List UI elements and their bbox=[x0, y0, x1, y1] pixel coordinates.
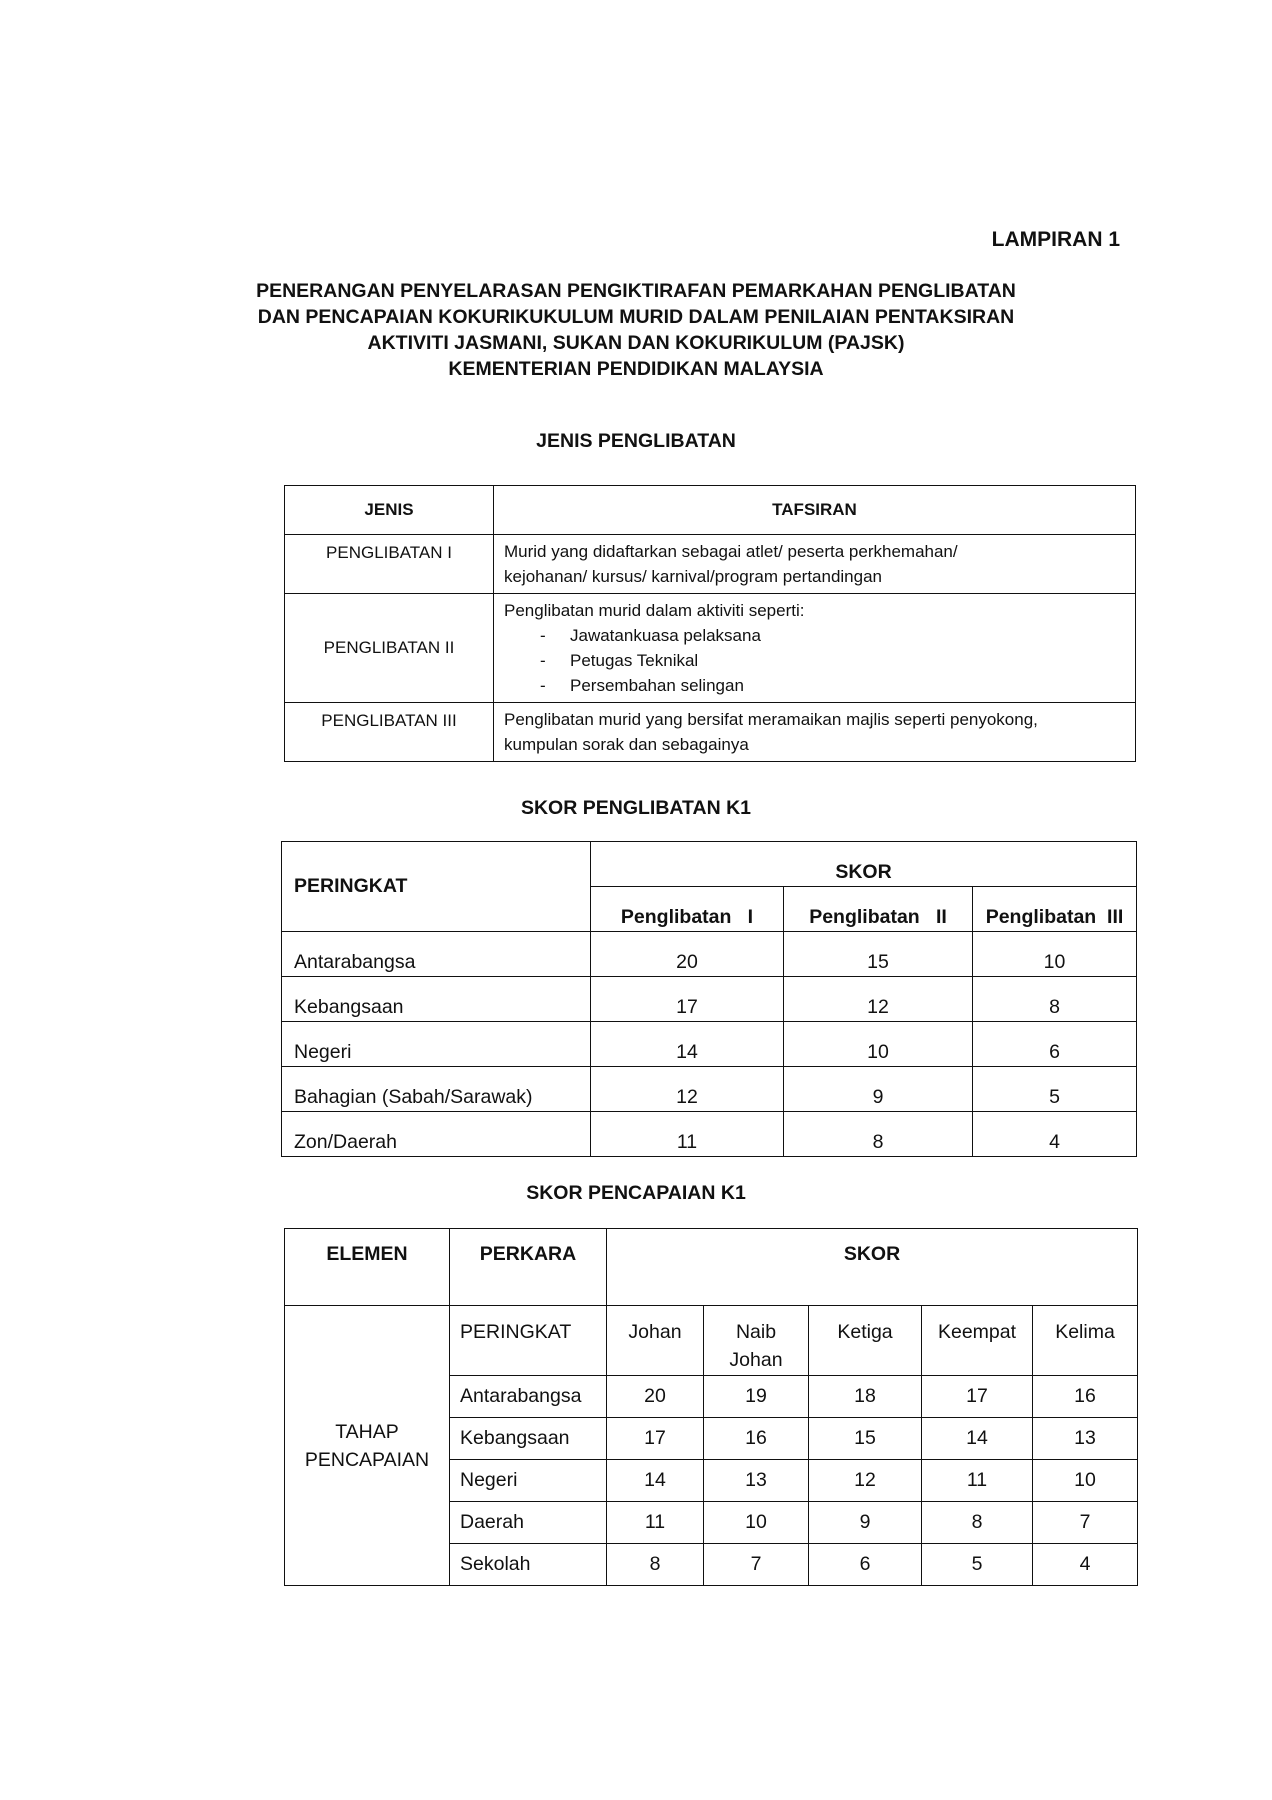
title-line: DAN PENCAPAIAN KOKURIKUKULUM MURID DALAM PENILAIAN PENTAKSIRAN bbox=[257, 306, 1015, 328]
subheader-penglibatan-3: Penglibatan III bbox=[973, 887, 1137, 932]
rank-johan: Johan bbox=[607, 1306, 704, 1376]
score-cell: 11 bbox=[922, 1460, 1033, 1502]
header-perkara: PERKARA bbox=[450, 1229, 607, 1306]
jenis-penglibatan-table bbox=[284, 485, 1136, 762]
jenis-cell: PENGLIBATAN III bbox=[285, 703, 494, 762]
score-cell: 18 bbox=[809, 1376, 922, 1418]
tafsiran-cell bbox=[494, 535, 1136, 594]
score-cell: 10 bbox=[1033, 1460, 1138, 1502]
rank-naib-johan-label: Naib Johan bbox=[729, 1321, 783, 1371]
peringkat-cell: Sekolah bbox=[450, 1544, 607, 1586]
score-cell: 14 bbox=[607, 1460, 704, 1502]
peringkat-label: PERINGKAT bbox=[450, 1306, 607, 1376]
jenis-penglibatan-title: JENIS PENGLIBATAN bbox=[536, 430, 736, 452]
score-cell: 12 bbox=[784, 977, 973, 1022]
bullet-text: Jawatankuasa pelaksana bbox=[570, 626, 761, 645]
title-line: AKTIVITI JASMANI, SUKAN DAN KOKURIKULUM (PAJSK) bbox=[367, 332, 905, 354]
table-row bbox=[282, 977, 1137, 1022]
table-header-row bbox=[285, 486, 1136, 535]
tafsiran-line: kumpulan sorak dan sebagainya bbox=[504, 735, 749, 754]
score-cell: 9 bbox=[784, 1067, 973, 1112]
score-cell: 8 bbox=[607, 1544, 704, 1586]
score-cell: 20 bbox=[591, 932, 784, 977]
skor-penglibatan-table bbox=[281, 841, 1137, 1157]
jenis-cell: PENGLIBATAN I bbox=[285, 535, 494, 594]
header-tafsiran: TAFSIRAN bbox=[494, 486, 1136, 535]
score-cell: 17 bbox=[922, 1376, 1033, 1418]
score-cell: 17 bbox=[607, 1418, 704, 1460]
tafsiran-cell bbox=[494, 594, 1136, 703]
peringkat-cell: Antarabangsa bbox=[450, 1376, 607, 1418]
bullet-item: - Jawatankuasa pelaksana bbox=[540, 626, 761, 645]
table-row bbox=[282, 1112, 1137, 1157]
peringkat-cell: Negeri bbox=[450, 1460, 607, 1502]
score-cell: 5 bbox=[922, 1544, 1033, 1586]
table-header-row bbox=[285, 1229, 1138, 1306]
tafsiran-line: Murid yang didaftarkan sebagai atlet/ peserta perkhemahan/ bbox=[504, 542, 958, 561]
header-jenis: JENIS bbox=[285, 486, 494, 535]
rank-ketiga: Ketiga bbox=[809, 1306, 922, 1376]
document-title bbox=[0, 278, 1272, 382]
rank-naib-johan bbox=[704, 1306, 809, 1376]
score-cell: 13 bbox=[1033, 1418, 1138, 1460]
score-cell: 6 bbox=[973, 1022, 1137, 1067]
score-cell: 16 bbox=[704, 1418, 809, 1460]
elemen-line: PENCAPAIAN bbox=[304, 1448, 430, 1471]
score-cell: 7 bbox=[704, 1544, 809, 1586]
peringkat-cell: Kebangsaan bbox=[282, 977, 591, 1022]
peringkat-cell: Negeri bbox=[282, 1022, 591, 1067]
score-cell: 15 bbox=[809, 1418, 922, 1460]
bullet-item: - Persembahan selingan bbox=[540, 676, 744, 695]
subheader-penglibatan-2: Penglibatan II bbox=[784, 887, 973, 932]
score-cell: 10 bbox=[704, 1502, 809, 1544]
score-cell: 14 bbox=[922, 1418, 1033, 1460]
bullet-item: - Petugas Teknikal bbox=[540, 651, 699, 670]
jenis-cell: PENGLIBATAN II bbox=[285, 594, 494, 703]
score-cell: 10 bbox=[784, 1022, 973, 1067]
table-row bbox=[282, 1067, 1137, 1112]
title-line: PENERANGAN PENYELARASAN PENGIKTIRAFAN PEMARKAHAN PENGLIBATAN bbox=[256, 280, 1016, 302]
title-line: KEMENTERIAN PENDIDIKAN MALAYSIA bbox=[448, 358, 824, 380]
score-cell: 15 bbox=[784, 932, 973, 977]
rank-keempat: Keempat bbox=[922, 1306, 1033, 1376]
lampiran-label: LAMPIRAN 1 bbox=[991, 228, 1120, 251]
tafsiran-line: Penglibatan murid yang bersifat meramaikan majlis seperti penyokong, bbox=[504, 710, 1038, 729]
score-cell: 5 bbox=[973, 1067, 1137, 1112]
rank-header-row bbox=[285, 1306, 1138, 1376]
bullet-text: Persembahan selingan bbox=[570, 676, 744, 695]
peringkat-cell: Bahagian (Sabah/Sarawak) bbox=[282, 1067, 591, 1112]
score-cell: 12 bbox=[809, 1460, 922, 1502]
tafsiran-line: Penglibatan murid dalam aktiviti seperti: bbox=[504, 601, 805, 620]
score-cell: 10 bbox=[973, 932, 1137, 977]
score-cell: 11 bbox=[607, 1502, 704, 1544]
score-cell: 6 bbox=[809, 1544, 922, 1586]
skor-penglibatan-title: SKOR PENGLIBATAN K1 bbox=[520, 797, 752, 819]
subheader-penglibatan-1: Penglibatan I bbox=[591, 887, 784, 932]
header-skor: SKOR bbox=[607, 1229, 1138, 1306]
rank-kelima: Kelima bbox=[1033, 1306, 1138, 1376]
score-cell: 20 bbox=[607, 1376, 704, 1418]
peringkat-cell: Antarabangsa bbox=[282, 932, 591, 977]
score-cell: 8 bbox=[922, 1502, 1033, 1544]
peringkat-cell: Zon/Daerah bbox=[282, 1112, 591, 1157]
score-cell: 14 bbox=[591, 1022, 784, 1067]
score-cell: 8 bbox=[973, 977, 1137, 1022]
table-row bbox=[282, 1022, 1137, 1067]
skor-pencapaian-title: SKOR PENCAPAIAN K1 bbox=[526, 1182, 746, 1204]
table-header-row bbox=[282, 842, 1137, 887]
table-row bbox=[285, 535, 1136, 594]
header-elemen: ELEMEN bbox=[285, 1229, 450, 1306]
peringkat-cell: Kebangsaan bbox=[450, 1418, 607, 1460]
skor-pencapaian-table bbox=[284, 1228, 1138, 1586]
score-cell: 4 bbox=[973, 1112, 1137, 1157]
score-cell: 7 bbox=[1033, 1502, 1138, 1544]
score-cell: 9 bbox=[809, 1502, 922, 1544]
elemen-line: TAHAP bbox=[335, 1420, 399, 1443]
score-cell: 17 bbox=[591, 977, 784, 1022]
score-cell: 19 bbox=[704, 1376, 809, 1418]
header-skor: SKOR bbox=[591, 842, 1137, 887]
score-cell: 8 bbox=[784, 1112, 973, 1157]
table-row bbox=[282, 932, 1137, 977]
score-cell: 16 bbox=[1033, 1376, 1138, 1418]
score-cell: 13 bbox=[704, 1460, 809, 1502]
peringkat-cell: Daerah bbox=[450, 1502, 607, 1544]
elemen-cell bbox=[285, 1306, 450, 1586]
score-cell: 12 bbox=[591, 1067, 784, 1112]
table-row bbox=[285, 703, 1136, 762]
tafsiran-line: kejohanan/ kursus/ karnival/program pertandingan bbox=[504, 567, 883, 586]
bullet-text: Petugas Teknikal bbox=[570, 651, 699, 670]
tafsiran-cell bbox=[494, 703, 1136, 762]
header-peringkat: PERINGKAT bbox=[282, 842, 591, 932]
score-cell: 11 bbox=[591, 1112, 784, 1157]
table-row bbox=[285, 594, 1136, 703]
score-cell: 4 bbox=[1033, 1544, 1138, 1586]
